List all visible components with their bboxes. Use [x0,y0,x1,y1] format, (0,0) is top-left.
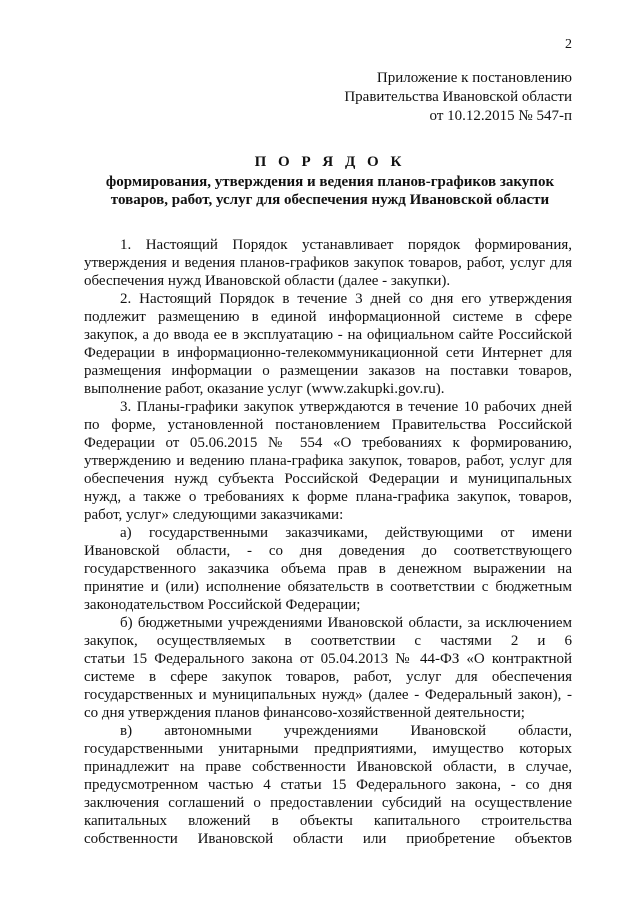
body-line: капитальных вложений в объекты капитального строительства [84,813,572,829]
body-line: выполнение работ, оказание услуг (www.zakupki.gov.ru). [84,381,445,397]
title-word: П О Р Я Д О К [254,154,406,170]
body-line: Федерации в информационно-телекоммуникационной сети Интернет для [84,345,572,361]
appendix-line-1: Приложение к постановлению [376,70,572,86]
body-line: подлежит размещению в единой информационной системе в сфере [84,309,572,325]
body-line: 1. Настоящий Порядок устанавливает порядок формирования, [120,237,572,253]
body-line: государственными унитарными предприятиями, имущество которых [84,741,572,757]
body-text [84,236,572,848]
body-line: по форме, установленной постановлением Правительства Российской [84,417,572,433]
body-line: собственности Ивановской области или приобретение объектов [84,831,572,847]
body-line: государственного заказчика объема прав в денежном выражении на [84,561,572,577]
body-line: Ивановской области, - со дня доведения до соответствующего [84,543,572,559]
body-line: закупок, а до ввода ее в эксплуатацию - на официальном сайте Российской [84,327,572,343]
body-line: утверждению и ведению плана-графика закупок, товаров, работ, услуг для [84,453,572,469]
body-line: законодательством Российской Федерации; [84,597,361,613]
body-line: работ, услуг» следующими заказчиками: [84,507,344,523]
body-line: обеспечения нужд Ивановской области (далее - закупки). [84,273,451,289]
title-line-2: товаров, работ, услуг для обеспечения нужд Ивановской области [110,192,550,208]
body-line: обеспечения нужд субъекта Российской Федерации и муниципальных [84,471,572,487]
body-line: принятие и (или) исполнение обязательств в соответствии с бюджетным [84,579,572,595]
body-line: размещения информации о размещении заказов на поставки товаров, [84,363,572,379]
body-line: предусмотренном частью 4 статьи 15 Федерального закона, - со дня [84,777,572,793]
body-line: закупок, осуществляемых в соответствии с частями 2 и 6 [84,633,572,649]
body-line: заключения соглашений о предоставлении субсидий на осуществление [84,795,572,811]
appendix-header [252,69,572,126]
body-line: государственных и муниципальных нужд» (далее - Федеральный закон), - [84,687,572,703]
body-line: статьи 15 Федерального закона от 05.04.2013 № 44-ФЗ «О контрактной [84,651,572,667]
body-line: со дня утверждения планов финансово-хозяйственной деятельности; [84,705,525,721]
appendix-line-2: Правительства Ивановской области [344,89,572,105]
appendix-line-3: от 10.12.2015 № 547-п [429,108,572,124]
body-line: б) бюджетными учреждениями Ивановской области, за исключением [120,615,572,631]
title-line-1: формирования, утверждения и ведения планов-графиков закупок [105,174,555,190]
body-line: в) автономными учреждениями Ивановской области, [120,723,572,739]
body-line: а) государственными заказчиками, действующими от имени [120,525,572,541]
body-line: утверждения и ведения планов-графиков закупок товаров, работ, услуг для [84,255,572,271]
body-line: принадлежит на праве собственности Ивановской области, в случае, [84,759,572,775]
body-line: нужд, а также о требованиях к форме плана-графика закупок, товаров, [84,489,572,505]
document-title [92,153,568,209]
body-line: 3. Планы-графики закупок утверждаются в течение 10 рабочих дней [120,399,572,415]
body-line: системе в сфере закупок товаров, работ, услуг для обеспечения [84,669,572,685]
body-line: Федерации от 05.06.2015 № 554 «О требованиях к формированию, [84,435,572,451]
body-line: 2. Настоящий Порядок в течение 3 дней со дня его утверждения [120,291,572,307]
page-number: 2 [565,37,572,52]
